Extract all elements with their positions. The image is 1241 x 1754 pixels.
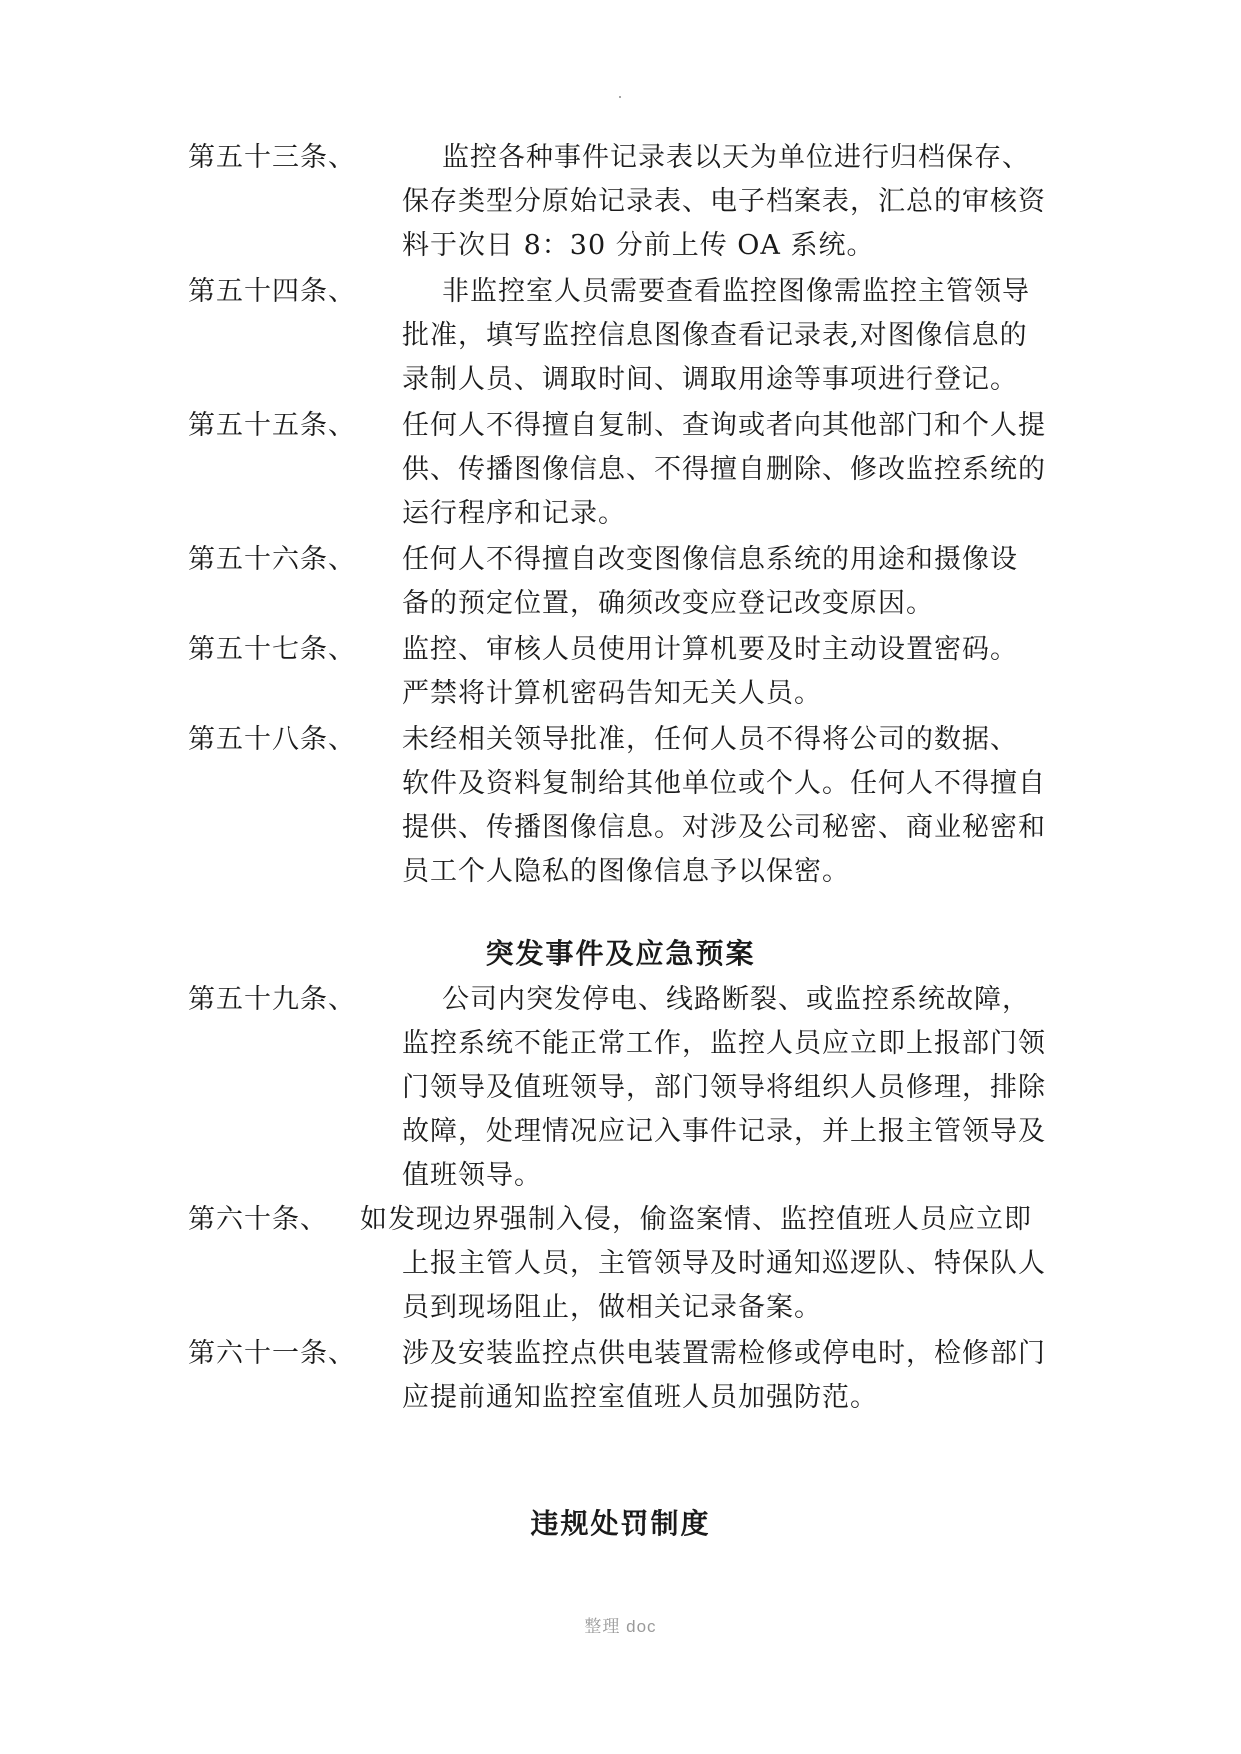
- article-line: 涉及安装监控点供电装置需检修或停电时，检修部门: [402, 1338, 1046, 1369]
- article-label: 第五十三条、: [188, 142, 356, 173]
- article-line: 料于次日 8：30 分前上传 OA 系统。: [402, 230, 875, 261]
- article-line: 供、传播图像信息、不得擅自删除、修改监控系统的: [402, 454, 1046, 485]
- article-label: 第六十一条、: [188, 1338, 356, 1369]
- article-line: 录制人员、调取时间、调取用途等事项进行登记。: [402, 364, 1018, 395]
- article-body: [402, 270, 1062, 402]
- article-line: 员工个人隐私的图像信息予以保密。: [402, 856, 850, 887]
- article-label: 第六十条、: [188, 1204, 328, 1235]
- article-line: 非监控室人员需要查看监控图像需监控主管领导: [442, 276, 1030, 307]
- article-line: 批准，填写监控信息图像查看记录表,对图像信息的: [402, 320, 1028, 351]
- article-line: 提供、传播图像信息。对涉及公司秘密、商业秘密和: [402, 812, 1046, 843]
- article-line: 严禁将计算机密码告知无关人员。: [402, 678, 822, 709]
- article-body: [402, 1332, 1062, 1420]
- article-line: 门领导及值班领导，部门领导将组织人员修理，排除: [402, 1072, 1046, 1103]
- header-mark: [619, 96, 621, 98]
- article-label: 第五十九条、: [188, 984, 356, 1015]
- article-line: 故障，处理情况应记入事件记录，并上报主管领导及: [402, 1116, 1046, 1147]
- article-body: [360, 1198, 1070, 1330]
- article-label: 第五十八条、: [188, 724, 356, 755]
- article-line: 应提前通知监控室值班人员加强防范。: [402, 1382, 878, 1413]
- article-line: 监控、审核人员使用计算机要及时主动设置密码。: [402, 634, 1018, 665]
- article-body: [402, 628, 1062, 716]
- article-body: [402, 538, 1062, 626]
- article-line: 任何人不得擅自改变图像信息系统的用途和摄像设: [402, 544, 1018, 575]
- article-line: 上报主管人员，主管领导及时通知巡逻队、特保队人: [402, 1248, 1046, 1279]
- article-label: 第五十五条、: [188, 410, 356, 441]
- article-line: 备的预定位置，确须改变应登记改变原因。: [402, 588, 934, 619]
- article-body: [402, 404, 1062, 536]
- page-footer: 整理 doc: [584, 1617, 657, 1636]
- article-body: [402, 718, 1062, 894]
- article-line: 任何人不得擅自复制、查询或者向其他部门和个人提: [402, 410, 1046, 441]
- article-line: 运行程序和记录。: [402, 498, 626, 529]
- article-body: [402, 136, 1062, 268]
- article-line: 软件及资料复制给其他单位或个人。任何人不得擅自: [402, 768, 1046, 799]
- article-line: 未经相关领导批准，任何人员不得将公司的数据、: [402, 724, 1018, 755]
- article-line: 保存类型分原始记录表、电子档案表，汇总的审核资: [402, 186, 1046, 217]
- article-label: 第五十七条、: [188, 634, 356, 665]
- article-line: 公司内突发停电、线路断裂、或监控系统故障，: [442, 984, 1030, 1015]
- article-line: 如发现边界强制入侵，偷盗案情、监控值班人员应立即: [360, 1204, 1032, 1235]
- article-body: [402, 978, 1062, 1198]
- article-line: 员到现场阻止，做相关记录备案。: [402, 1292, 822, 1323]
- article-line: 值班领导。: [402, 1160, 542, 1191]
- article-label: 第五十六条、: [188, 544, 356, 575]
- article-line: 监控系统不能正常工作，监控人员应立即上报部门领: [402, 1028, 1046, 1059]
- section-heading-penalty: 违规处罚制度: [530, 1507, 711, 1540]
- section-heading-emergency: 突发事件及应急预案: [485, 937, 756, 970]
- article-line: 监控各种事件记录表以天为单位进行归档保存、: [442, 142, 1030, 173]
- article-label: 第五十四条、: [188, 276, 356, 307]
